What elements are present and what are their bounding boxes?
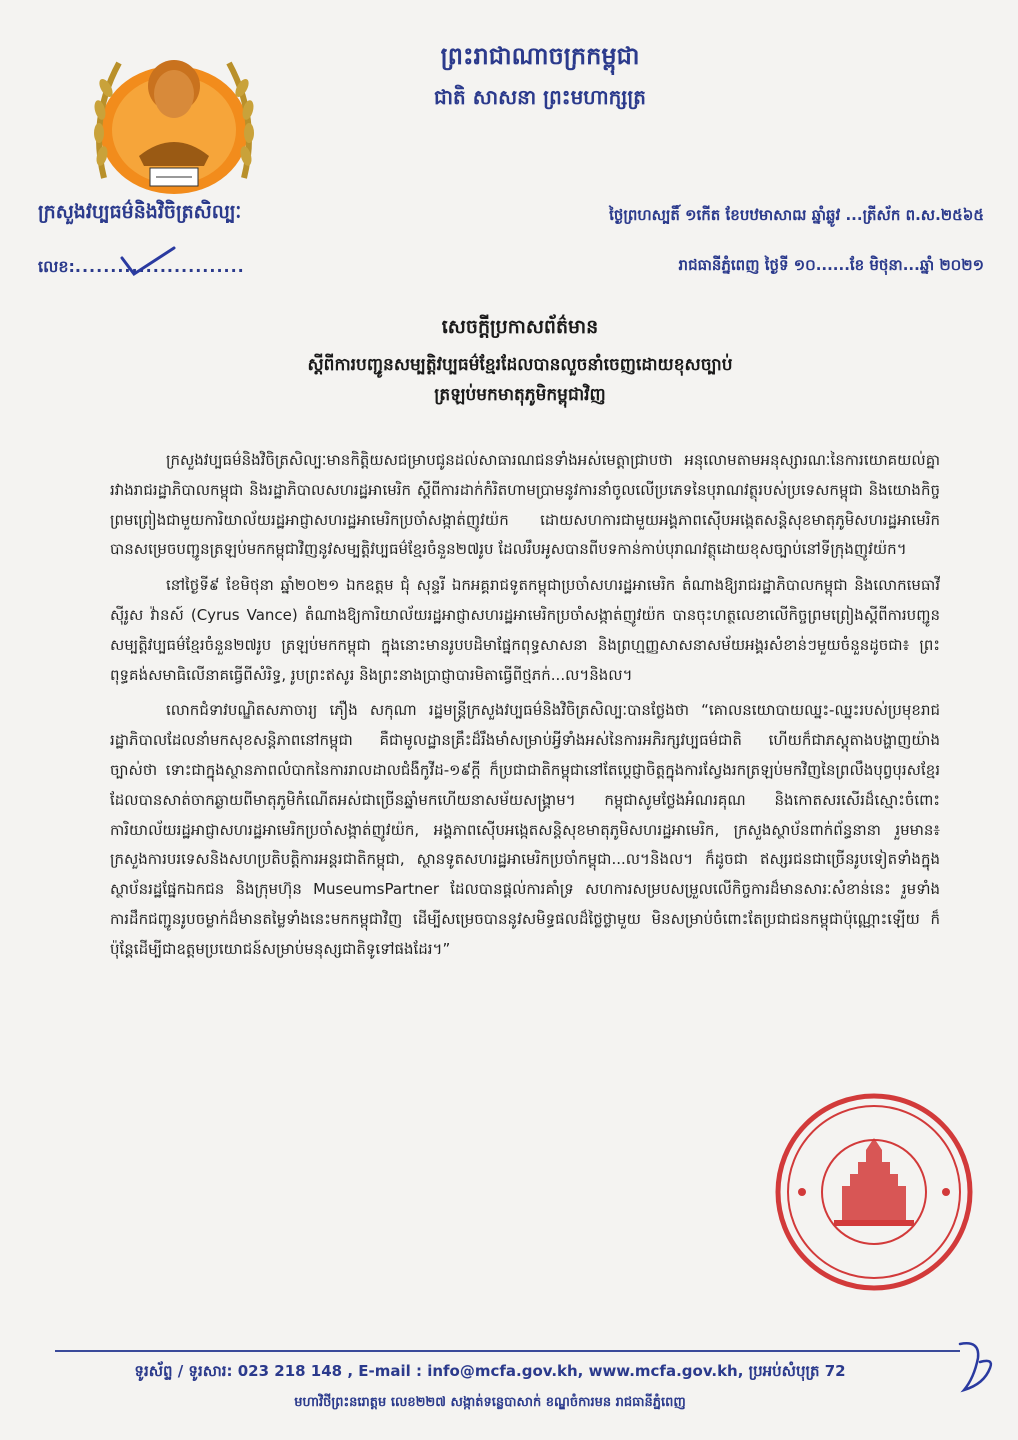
- handwritten-check-mark: [118, 244, 178, 278]
- reference-label: លេខ:: [38, 257, 75, 276]
- kingdom-name: ព្រះរាជាណាចក្រកម្ពុជា: [440, 41, 640, 70]
- document-subject-cont: ត្រឡប់មកមាតុភូមិកម្ពុជាវិញ: [434, 385, 606, 405]
- document-subject: ស្តីពីការបញ្ជូនសម្បត្តិវប្បធម៌ខ្មែរដែលបានលួចនាំចេញដោយខុសច្បាប់: [307, 355, 733, 375]
- document-title: សេចក្តីប្រកាសព័ត៌មាន: [441, 316, 599, 338]
- ministry-logo: [84, 38, 264, 203]
- document-body: [110, 446, 940, 971]
- body-paragraph-2: នៅថ្ងៃទី៩ ខែមិថុនា ឆ្នាំ២០២១ ឯកឧត្តម ជុំ សុន្ទរី ឯកអគ្គរាជទូតកម្ពុជាប្រចាំសហរដ្ឋអាមេរិក តំណាងឱ្យរាជរដ្ឋាភិបាលកម្ពុជា និងលោកមេធាវី ស៊ីរូស វ៉ានស៍ (Cyrus Vance) តំណាងឱ្យការិយាល័យរដ្ឋអាជ្ញាសហរដ្ឋអាមេរិកប្រចាំសង្កាត់ញូវយ៉ក បានចុះហត្ថលេខាលើកិច្ចព្រមព្រៀងស្តីពីការបញ្ជូនសម្បត្តិវប្បធម៌ខ្មែរចំនួន២៧រូប ត្រឡប់មកកម្ពុជា ក្នុងនោះមានរូបបដិមាផ្នែកពុទ្ធសាសនា និងព្រហ្មញ្ញសាសនាសម័យអង្គរសំខាន់ៗមួយចំនួនដូចជា៖ ព្រះពុទ្ធគង់សមាធិលើនាគធ្វើពីសំរិទ្ធ, រូបព្រះឥសូរ និងព្រះនាងប្រាជ្ញាបារមិតាធ្វើពីថ្មភក់...ល។និងល។: [110, 576, 940, 684]
- ministry-name: ក្រសួងវប្បធម៌និងវិចិត្រសិល្បៈ: [38, 201, 242, 223]
- reference-dots: ........................: [74, 257, 245, 276]
- lunar-date: ថ្ងៃព្រហស្បតិ៍ ១កើត ខែបឋមាសាឍ ឆ្នាំឆ្លូវ ...ត្រីស័ក ព.ស.២៥៦៥: [609, 206, 984, 224]
- body-paragraph-1: ក្រសួងវប្បធម៌និងវិចិត្រសិល្បៈមានកិត្តិយសជម្រាបជូនដល់សាធារណជនទាំងអស់មេត្តាជ្រាបថា អនុលោមតាមអនុស្សារណៈនៃការយោគយល់គ្នារវាងរាជរដ្ឋាភិបាលកម្ពុជា និងរដ្ឋាភិបាលសហរដ្ឋអាមេរិក ស្តីពីការដាក់កំរិតហាមប្រាមនូវការនាំចូលលើប្រភេទនៃបុរាណវត្ថុរបស់ប្រទេសកម្ពុជា និងយោងកិច្ចព្រមព្រៀងជាមួយការិយាល័យរដ្ឋអាជ្ញាសហរដ្ឋអាមេរិកប្រចាំសង្កាត់ញូវយ៉ក ដោយសហការជាមួយអង្គភាពស៊ើបអង្កេតសន្តិសុខមាតុភូមិសហរដ្ឋអាមេរិក បានសម្រេចបញ្ជូនត្រឡប់មកកម្ពុជាវិញនូវសម្បត្តិវប្បធម៌ខ្មែរចំនួន២៧រូប ដែលរឹបអូសបានពីបទកាន់កាប់បុរាណវត្ថុដោយខុសច្បាប់នៅទីក្រុងញូវយ៉ក។: [110, 451, 940, 559]
- footer-address: មហាវិថីព្រះនរោត្តម លេខ២២៧ សង្កាត់ទន្លេបាសាក់ ខណ្ឌចំការមន រាជធានីភ្នំពេញ: [294, 1395, 686, 1410]
- national-motto: ជាតិ សាសនា ព្រះមហាក្សត្រ: [434, 85, 646, 109]
- title-block: [180, 312, 860, 410]
- body-paragraph-3: លោកជំទាវបណ្ឌិតសភាចារ្យ ភឿង សកុណា រដ្ឋមន្ត្រីក្រសួងវប្បធម៌និងវិចិត្រសិល្បៈបានថ្លែងថា “គោលនយោបាយឈ្នះ-ឈ្នះរបស់ប្រមុខរាជរដ្ឋាភិបាលដែលនាំមកសុខសន្តិភាពនៅកម្ពុជា គឺជាមូលដ្ឋានគ្រឹះដ៏រឹងមាំសម្រាប់អ្វីទាំងអស់នៃការអភិរក្សវប្បធម៌ជាតិ ហើយក៏ជាភស្តុតាងបង្ហាញយ៉ាងច្បាស់ថា ទោះជាក្នុងស្ថានភាពលំបាកនៃការរាលដាលជំងឺកូវីដ-១៩ក្តី ក៏ប្រជាជាតិកម្ពុជានៅតែប្តេជ្ញាចិត្តក្នុងការស្វែងរកត្រឡប់មកវិញនៃព្រលឹងបុព្វបុរសខ្មែរដែលបានសាត់ចាកឆ្ងាយពីមាតុភូមិកំណើតអស់ជាច្រើនឆ្នាំមកហើយនាសម័យសង្គ្រាម។ កម្ពុជាសូមថ្លែងអំណរគុណ និងកោតសរសើរដ៏ស្មោះចំពោះការិយាល័យរដ្ឋអាជ្ញាសហរដ្ឋអាមេរិកប្រចាំសង្កាត់ញូវយ៉ក, អង្គភាពស៊ើបអង្កេតសន្តិសុខមាតុភូមិសហរដ្ឋអាមេរិក, ក្រសួងស្ថាប័នពាក់ព័ន្ធនានា រួមមាន៖ ក្រសួងការបរទេសនិងសហប្រតិបត្តិការអន្តរជាតិកម្ពុជា, ស្ថានទូតសហរដ្ឋអាមេរិកប្រចាំកម្ពុជា...ល។និងល។ ក៏ដូចជា ឥស្សរជនជាច្រើនរូបទៀតទាំងក្នុងស្ថាប័នរដ្ឋផ្នែកឯកជន និងក្រុមហ៊ុន MuseumsPartner ដែលបានផ្តល់ការគាំទ្រ សហការសម្របសម្រួលលើកិច្ចការដ៏មានសារៈសំខាន់នេះ រួមទាំងការដឹកជញ្ជូនរូបចម្លាក់ដ៏មានតម្លៃទាំងនេះមកកម្ពុជាវិញ ដើម្បីសម្រេចបាននូវសមិទ្ធផលដ៏ថ្លៃថ្លាមួយ មិនសម្រាប់ចំពោះតែប្រជាជនកម្ពុជាប៉ុណ្ណោះឡើយ ក៏ប៉ុន្តែដើម្បីជាឧត្តមប្រយោជន៍សម្រាប់មនុស្សជាតិទូទៅផងដែរ។”: [110, 701, 940, 958]
- footer-divider: [55, 1350, 960, 1352]
- handwritten-initial: [950, 1338, 1000, 1398]
- letterhead-kingdom: [340, 38, 740, 114]
- place-date: រាជធានីភ្នំពេញ ថ្ងៃទី ១០......ខែ មិថុនា...ឆ្នាំ ២០២១: [678, 256, 984, 274]
- footer-contact: ទូរស័ព្ទ / ទូរសារ: 023 218 148 , E-mail : info@mcfa.gov.kh, www.mcfa.gov.kh, ប្រអប់សំបុត្រ 72: [134, 1362, 846, 1380]
- official-seal: [772, 1090, 976, 1294]
